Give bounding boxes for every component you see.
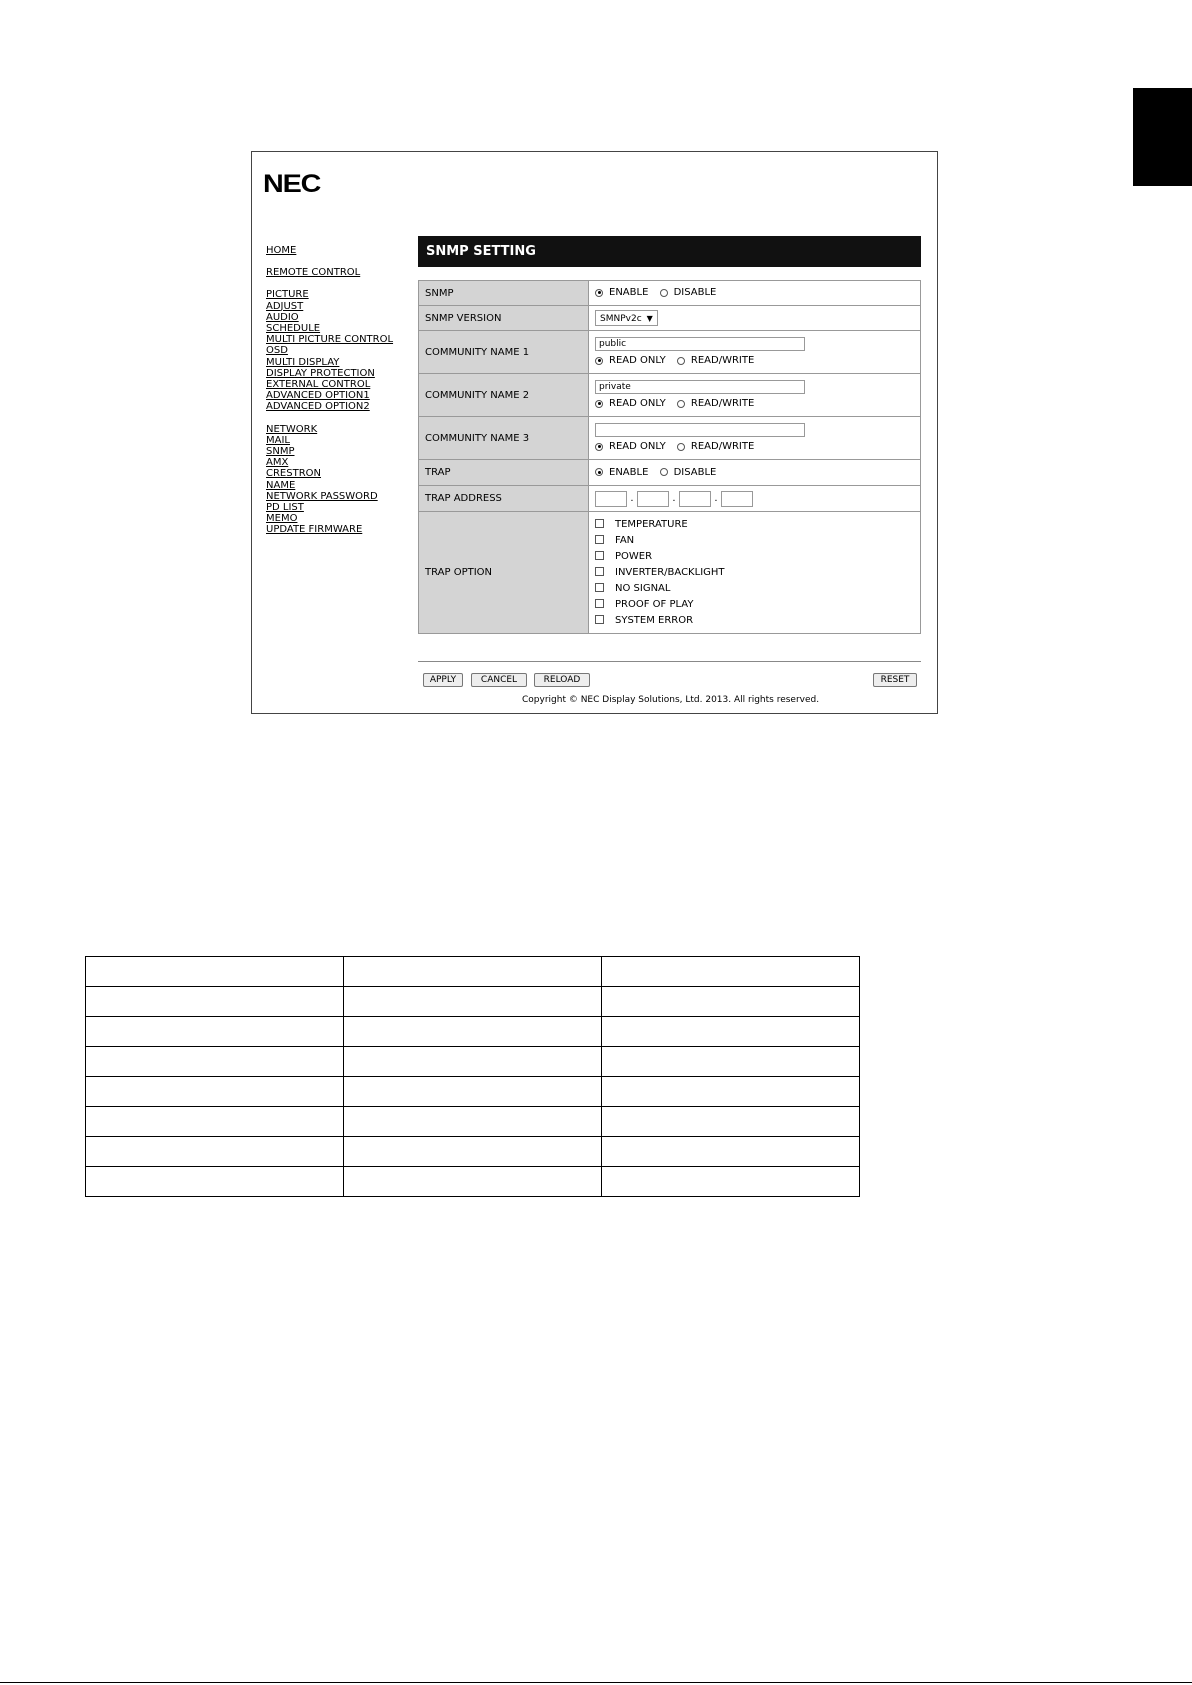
trap-option-power: POWER <box>595 549 914 565</box>
trap-option-fan: FAN <box>595 533 914 549</box>
trap-option-temperature: TEMPERATURE <box>595 517 914 533</box>
sidebar-nav <box>266 245 393 536</box>
trap-disable-label: DISABLE <box>673 466 717 478</box>
ip-separator: . <box>630 493 634 504</box>
blank-table <box>85 956 860 1197</box>
snmp-version-select[interactable]: SMNPv2c ▼ <box>595 310 658 326</box>
community-name-3-label: COMMUNITY NAME 3 <box>419 417 589 460</box>
trap-option-proof-of-play: PROOF OF PLAY <box>595 597 914 613</box>
temperature-checkbox[interactable] <box>595 519 604 528</box>
snmp-version-label: SNMP VERSION <box>419 306 589 331</box>
trap-address-octet-1[interactable] <box>595 491 627 507</box>
read-write-label: READ/WRITE <box>690 355 755 367</box>
reload-button[interactable]: RELOAD <box>534 673 590 687</box>
table-row <box>86 1167 860 1197</box>
trap-option-system-error: SYSTEM ERROR <box>595 613 914 629</box>
table-row <box>86 957 860 987</box>
trap-option-inverter-backlight: INVERTER/BACKLIGHT <box>595 565 914 581</box>
nav-audio[interactable]: AUDIO <box>266 311 299 323</box>
trap-address-octet-3[interactable] <box>679 491 711 507</box>
button-row <box>418 661 921 690</box>
read-only-label: READ ONLY <box>609 441 666 453</box>
trap-label: TRAP <box>419 460 589 486</box>
copyright-text: Copyright © NEC Display Solutions, Ltd. 2013. All rights reserved. <box>522 695 820 705</box>
row-community-2 <box>419 374 921 417</box>
chevron-down-icon: ▼ <box>646 314 653 323</box>
trap-option-label: TRAP OPTION <box>419 512 589 634</box>
nav-snmp[interactable]: SNMP <box>266 446 295 458</box>
nav-mail[interactable]: MAIL <box>266 434 290 446</box>
table-row <box>86 1077 860 1107</box>
nav-home[interactable]: HOME <box>266 245 297 256</box>
community-name-1-label: COMMUNITY NAME 1 <box>419 331 589 374</box>
trap-disable-radio[interactable] <box>660 468 668 476</box>
community-1-read-only-radio[interactable] <box>595 357 603 365</box>
inverter-backlight-checkbox[interactable] <box>595 567 604 576</box>
language-tab <box>1133 88 1192 186</box>
read-write-label: READ/WRITE <box>690 398 755 410</box>
table-row <box>86 987 860 1017</box>
nav-pd-list[interactable]: PD LIST <box>266 502 304 514</box>
community-name-3-input[interactable] <box>595 423 805 437</box>
table-row <box>86 1107 860 1137</box>
read-only-label: READ ONLY <box>609 398 666 410</box>
nec-logo: NEC <box>263 170 321 198</box>
no-signal-checkbox[interactable] <box>595 583 604 592</box>
community-3-read-write-radio[interactable] <box>677 443 685 451</box>
trap-address-label: TRAP ADDRESS <box>419 486 589 512</box>
row-trap-address <box>419 486 921 512</box>
row-community-1 <box>419 331 921 374</box>
nav-picture[interactable]: PICTURE <box>266 289 309 301</box>
trap-address-octet-4[interactable] <box>721 491 753 507</box>
ip-separator: . <box>672 493 676 504</box>
trap-enable-label: ENABLE <box>609 466 649 478</box>
read-only-label: READ ONLY <box>609 355 666 367</box>
snmp-settings-table <box>418 280 921 634</box>
community-1-read-write-radio[interactable] <box>677 357 685 365</box>
community-name-2-input[interactable]: private <box>595 380 805 394</box>
fan-checkbox[interactable] <box>595 535 604 544</box>
bottom-divider <box>0 1682 1192 1683</box>
community-3-read-only-radio[interactable] <box>595 443 603 451</box>
reset-button[interactable]: RESET <box>873 673 917 687</box>
nav-external-control[interactable]: EXTERNAL CONTROL <box>266 379 371 391</box>
nav-network[interactable]: NETWORK <box>266 423 318 435</box>
nav-multi-picture-control[interactable]: MULTI PICTURE CONTROL <box>266 334 394 346</box>
cancel-button[interactable]: CANCEL <box>471 673 527 687</box>
system-error-checkbox[interactable] <box>595 615 604 624</box>
community-2-read-only-radio[interactable] <box>595 400 603 408</box>
nav-schedule[interactable]: SCHEDULE <box>266 323 321 335</box>
read-write-label: READ/WRITE <box>690 441 755 453</box>
ip-separator: . <box>714 493 718 504</box>
snmp-label: SNMP <box>419 281 589 306</box>
row-trap <box>419 460 921 486</box>
row-snmp-version <box>419 306 921 331</box>
proof-of-play-checkbox[interactable] <box>595 599 604 608</box>
nav-adjust[interactable]: ADJUST <box>266 300 304 312</box>
nav-network-password[interactable]: NETWORK PASSWORD <box>266 490 378 502</box>
trap-option-no-signal: NO SIGNAL <box>595 581 914 597</box>
table-row <box>86 1137 860 1167</box>
nav-advanced-option1[interactable]: ADVANCED OPTION1 <box>266 390 370 402</box>
nav-amx[interactable]: AMX <box>266 457 289 469</box>
snmp-disable-label: DISABLE <box>673 287 717 299</box>
row-snmp <box>419 281 921 306</box>
snmp-disable-radio[interactable] <box>660 289 668 297</box>
page-title: SNMP SETTING <box>418 236 921 267</box>
nav-advanced-option2[interactable]: ADVANCED OPTION2 <box>266 401 370 413</box>
snmp-enable-radio[interactable] <box>595 289 603 297</box>
settings-panel <box>418 236 921 685</box>
community-name-2-label: COMMUNITY NAME 2 <box>419 374 589 417</box>
power-checkbox[interactable] <box>595 551 604 560</box>
nav-osd[interactable]: OSD <box>266 345 288 357</box>
nav-crestron[interactable]: CRESTRON <box>266 468 322 480</box>
community-name-1-input[interactable]: public <box>595 337 805 351</box>
snmp-enable-label: ENABLE <box>609 287 649 299</box>
nav-name[interactable]: NAME <box>266 479 296 491</box>
nav-display-protection[interactable]: DISPLAY PROTECTION <box>266 367 375 379</box>
nav-memo[interactable]: MEMO <box>266 513 298 525</box>
trap-enable-radio[interactable] <box>595 468 603 476</box>
nav-multi-display[interactable]: MULTI DISPLAY <box>266 356 340 368</box>
browser-screenshot <box>251 151 938 714</box>
nav-update-firmware[interactable]: UPDATE FIRMWARE <box>266 524 363 536</box>
trap-address-octet-2[interactable] <box>637 491 669 507</box>
table-row <box>86 1017 860 1047</box>
apply-button[interactable]: APPLY <box>423 673 463 687</box>
table-row <box>86 1047 860 1077</box>
community-2-read-write-radio[interactable] <box>677 400 685 408</box>
nav-remote-control[interactable]: REMOTE CONTROL <box>266 267 361 279</box>
row-community-3 <box>419 417 921 460</box>
row-trap-option <box>419 512 921 634</box>
